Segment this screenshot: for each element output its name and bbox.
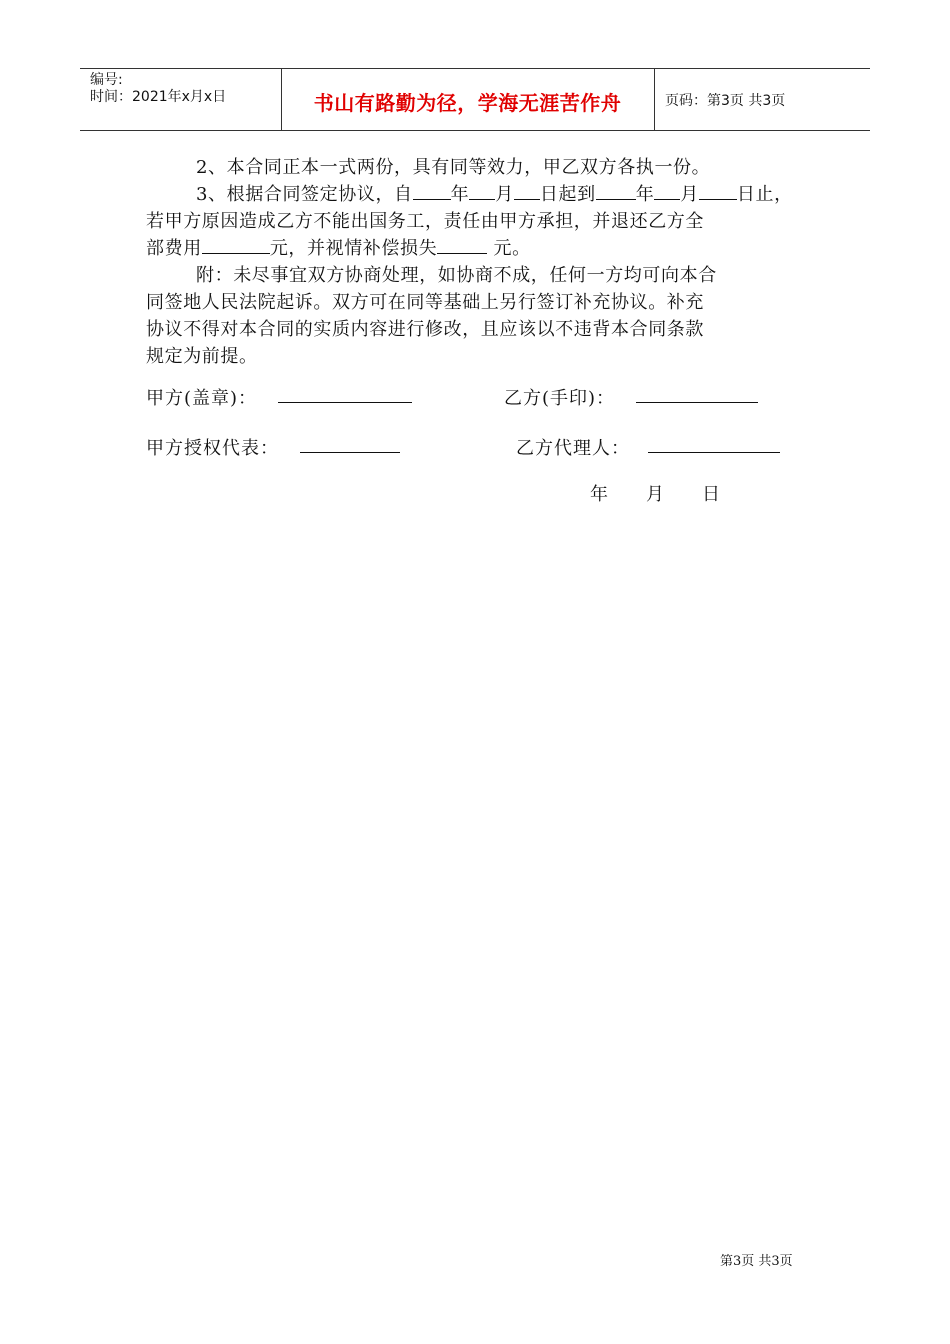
blank-day-start	[514, 181, 540, 200]
date-day: 日	[702, 484, 720, 505]
party-a-seal-line	[278, 402, 412, 403]
party-b-agent-line	[648, 452, 780, 453]
clause-3-yuan: 元。	[487, 238, 531, 259]
header-motto-cell	[281, 69, 655, 130]
clause-3-fee-label: 部费用	[146, 238, 202, 259]
clause-3-compensation-label: 元，并视情补偿损失	[269, 238, 438, 259]
blank-day-end	[699, 181, 737, 200]
appendix-line-1: 附：未尽事宜双方协商处理，如协商不成，任何一方均可向本合	[196, 265, 717, 286]
clause-2: 2、本合同正本一式两份，具有同等效力，甲乙双方各执一份。	[196, 157, 711, 178]
clause-3-year-2: 年	[635, 184, 655, 205]
blank-month-start	[469, 181, 495, 200]
header-page-info: 页码：第3页 共3页	[665, 93, 786, 109]
clause-3-line-3	[146, 235, 806, 262]
footer-page-number: 第3页 共3页	[720, 1254, 793, 1269]
header-motto: 书山有路勤为径，学海无涯苦作舟	[313, 91, 622, 115]
appendix-line-4: 规定为前提。	[146, 346, 258, 367]
clause-3-month-2: 月	[680, 184, 699, 205]
clause-3-intro: 3、根据合同签定协议，自	[196, 184, 413, 205]
blank-year-start	[413, 181, 451, 200]
date-year: 年	[590, 484, 608, 505]
document-time-label: 时间：2021年x月x日	[90, 89, 227, 105]
clause-3-day-2: 日止，	[736, 184, 793, 205]
document-number-label: 编号:	[90, 72, 123, 88]
party-a-rep-line	[300, 452, 400, 453]
appendix-line-3: 协议不得对本合同的实质内容进行修改，且应该以不违背本合同条款	[146, 319, 704, 340]
clause-3-day-1: 日起到	[539, 184, 596, 205]
party-b-print-label: 乙方(手印)：	[504, 388, 616, 409]
clause-3	[146, 181, 806, 208]
header-table	[80, 68, 870, 131]
blank-compensation-amount	[437, 235, 487, 254]
header-page-cell	[655, 69, 870, 130]
party-a-seal-label: 甲方(盖章)：	[146, 388, 258, 409]
clause-3-line-2: 若甲方原因造成乙方不能出国务工，责任由甲方承担，并退还乙方全	[146, 211, 704, 232]
party-a-rep-label: 甲方授权代表：	[146, 438, 279, 459]
party-b-agent-label: 乙方代理人：	[516, 438, 630, 459]
blank-year-end	[596, 181, 636, 200]
clause-3-year-1: 年	[450, 184, 470, 205]
blank-month-end	[654, 181, 680, 200]
blank-fee-amount	[202, 235, 270, 254]
header-left-cell	[80, 69, 282, 130]
clause-3-month-1: 月	[495, 184, 514, 205]
party-b-print-line	[636, 402, 758, 403]
appendix-line-2: 同签地人民法院起诉。双方可在同等基础上另行签订补充协议。补充	[146, 292, 704, 313]
date-month: 月	[646, 484, 664, 505]
